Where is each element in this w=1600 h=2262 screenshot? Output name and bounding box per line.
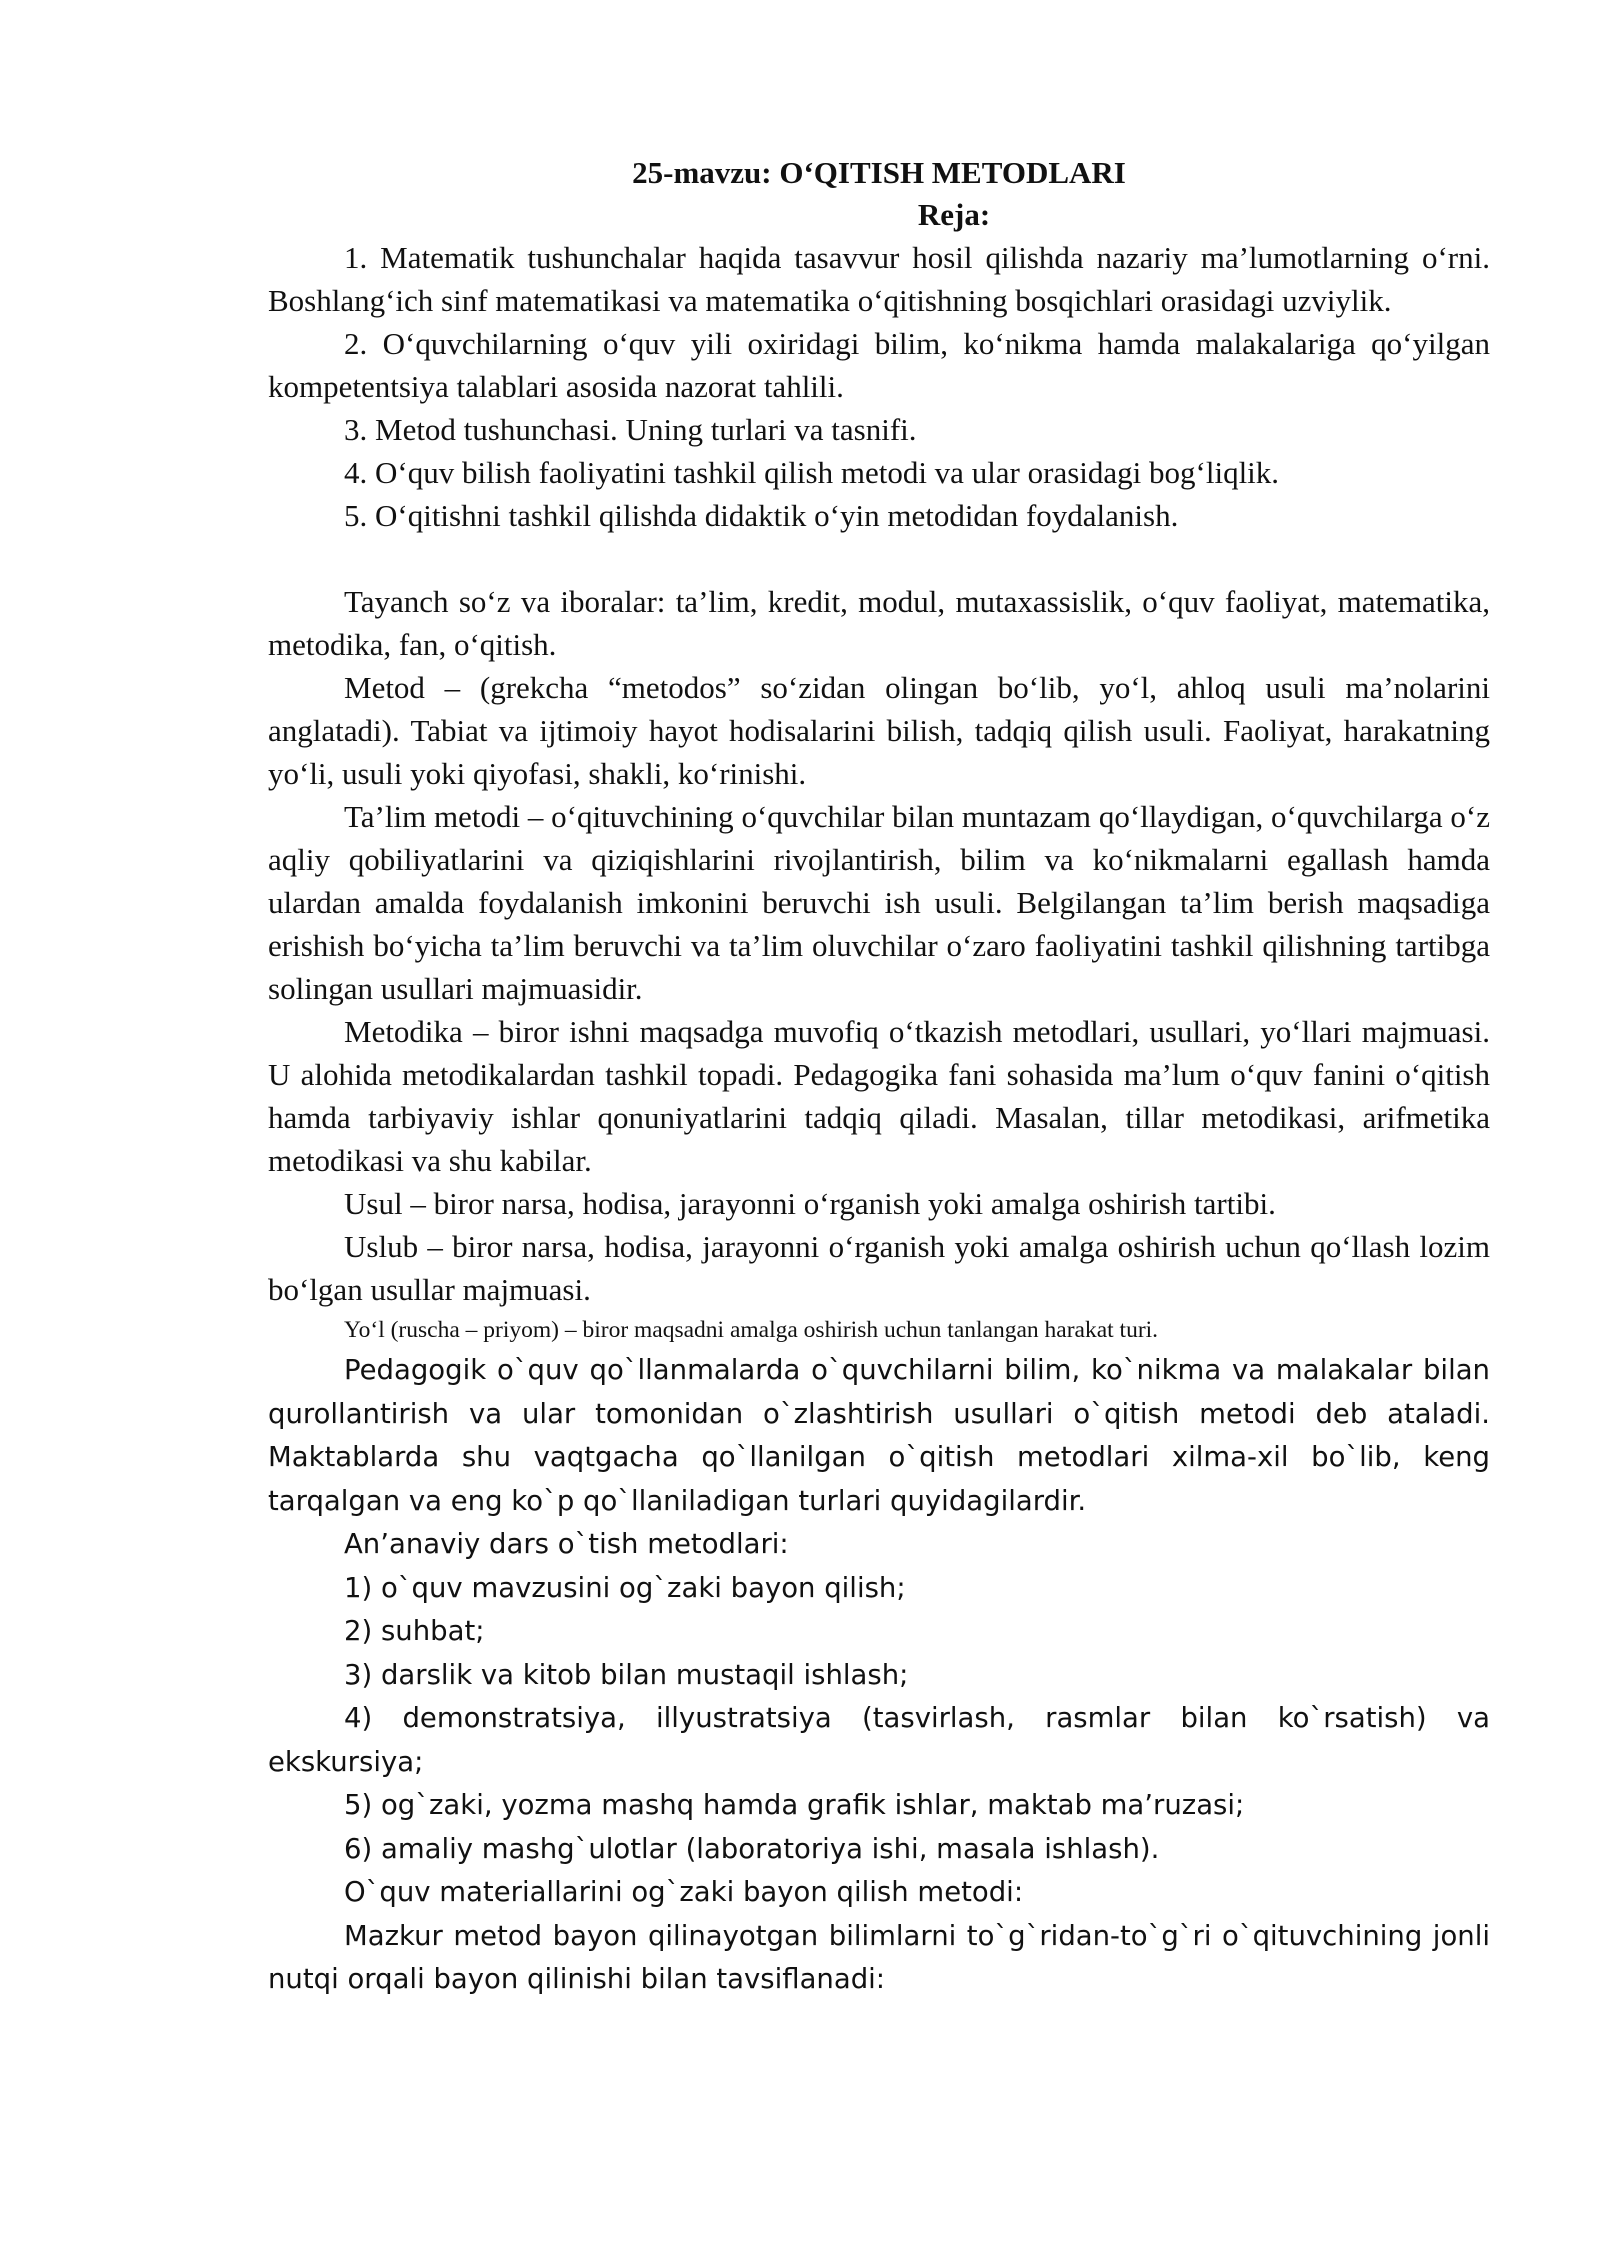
method-item-2: 2) suhbat; (344, 1615, 485, 1647)
method-item-3: 3) darslik va kitob bilan mustaqil ishlash; (344, 1658, 909, 1691)
document-page (268, 152, 1490, 2002)
page-title: 25-mavzu: O‘QITISH METODLARI (632, 155, 1126, 190)
metodika-definition: Metodika – biror ishni maqsadga muvofiq o‘tkazish metodlari, usullari, yo‘llari majmuasi. U alohida metodikalardan tashkil topadi. Pedagogika fani sohasida ma’lum o‘quv fanini o‘qitish hamda tarbiyaviy ishlar qonuniyatlarini tadqiq qiladi. Masalan, tillar metodikasi, arifmetika metodikasi va shu kabilar. (268, 1014, 1490, 1178)
paragraph-gap (268, 537, 1490, 580)
method-item-5: 5) og`zaki, yozma mashq hamda grafik ishlar, maktab ma’ruzasi; (344, 1789, 1245, 1821)
usul-definition: Usul – biror narsa, hodisa, jarayonni o‘rganish yoki amalga oshirish tartibi. (344, 1186, 1276, 1221)
pedagogik-paragraph: Pedagogik o`quv qo`llanmalarda o`quvchilarni bilim, ko`nikma va malakalar bilan qurollantirish va ular tomonidan o`zlashtirish usullari o`qitish metodi deb ataladi. Maktablarda shu vaqtgacha qo`llanilgan o`qitish metodlari xilma-xil bo`lib, keng tarqalgan va eng ko`p qo`llaniladigan turlari quyidagilardir. (268, 1354, 1490, 1517)
oral-method-heading: O`quv materiallarini og`zaki bayon qilish metodi: (344, 1876, 1024, 1908)
plan-heading: Reja: (917, 197, 991, 232)
plan-item-5: 5. O‘qitishni tashkil qilishda didaktik o‘yin metodidan foydalanish. (344, 498, 1179, 533)
oral-method-paragraph: Mazkur metod bayon qilinayotgan bilimlarni to`g`ridan-to`g`ri o`qituvchining jonli nutqi orqali bayon qilinishi bilan tavsiflanadi: (268, 1919, 1490, 1995)
methods-heading: An’anaviy dars o`tish metodlari: (344, 1528, 789, 1560)
plan-item-3: 3. Metod tushunchasi. Uning turlari va tasnifi. (344, 412, 917, 447)
talim-metodi-definition: Ta’lim metodi – o‘qituvchining o‘quvchilar bilan muntazam qo‘llaydigan, o‘quvchilarga o‘z aqliy qobiliyatlarini va qiziqishlarini rivojlantirish, bilim va ko‘nikmalarni egallash hamda ulardan amalda foydalanish imkonini beruvchi ish usuli. Belgilangan ta’lim berish maqsadiga erishish bo‘yicha ta’lim beruvchi va ta’lim oluvchilar o‘zaro faoliyatini tashkil qilishning tartibga solingan usullari majmuasidir. (268, 799, 1490, 1006)
plan-item-2: 2. O‘quvchilarning o‘quv yili oxiridagi bilim, ko‘nikma hamda malakalariga qo‘yilgan kompetentsiya talablari asosida nazorat tahlili. (268, 326, 1490, 404)
method-item-6: 6) amaliy mashg`ulotlar (laboratoriya ishi, masala ishlash). (344, 1832, 1160, 1865)
plan-list (268, 236, 1490, 537)
method-item-4: 4) demonstratsiya, illyustratsiya (tasvirlash, rasmlar bilan ko`rsatish) va ekskursiya; (268, 1702, 1490, 1778)
metod-definition: Metod – (grekcha “metodos” so‘zidan olingan bo‘lib, yo‘l, ahloq usuli ma’nolarini anglatadi). Tabiat va ijtimoiy hayot hodisalarini bilish, tadqiq qilish usuli. Faoliyat, harakatning yo‘li, usuli yoki qiyofasi, shakli, ko‘rinishi. (268, 670, 1490, 791)
yol-note: Yo‘l (ruscha – priyom) – biror maqsadni amalga oshirish uchun tanlangan harakat turi. (344, 1317, 1159, 1343)
plan-item-4: 4. O‘quv bilish faoliyatini tashkil qilish metodi va ular orasidagi bog‘liqlik. (344, 455, 1280, 490)
keywords-paragraph: Tayanch so‘z va iboralar: ta’lim, kredit, modul, mutaxassislik, o‘quv faoliyat, matematika, metodika, fan, o‘qitish. (268, 584, 1490, 662)
uslub-definition: Uslub – biror narsa, hodisa, jarayonni o‘rganish yoki amalga oshirish uchun qo‘llash lozim bo‘lgan usullar majmuasi. (268, 1229, 1490, 1307)
method-item-1: 1) o`quv mavzusini og`zaki bayon qilish; (344, 1571, 906, 1604)
plan-item-1: 1. Matematik tushunchalar haqida tasavvur hosil qilishda nazariy ma’lumotlarning o‘rni. Boshlang‘ich sinf matematikasi va matematika o‘qitishning bosqichlari orasidagi uzviylik. (268, 240, 1490, 318)
